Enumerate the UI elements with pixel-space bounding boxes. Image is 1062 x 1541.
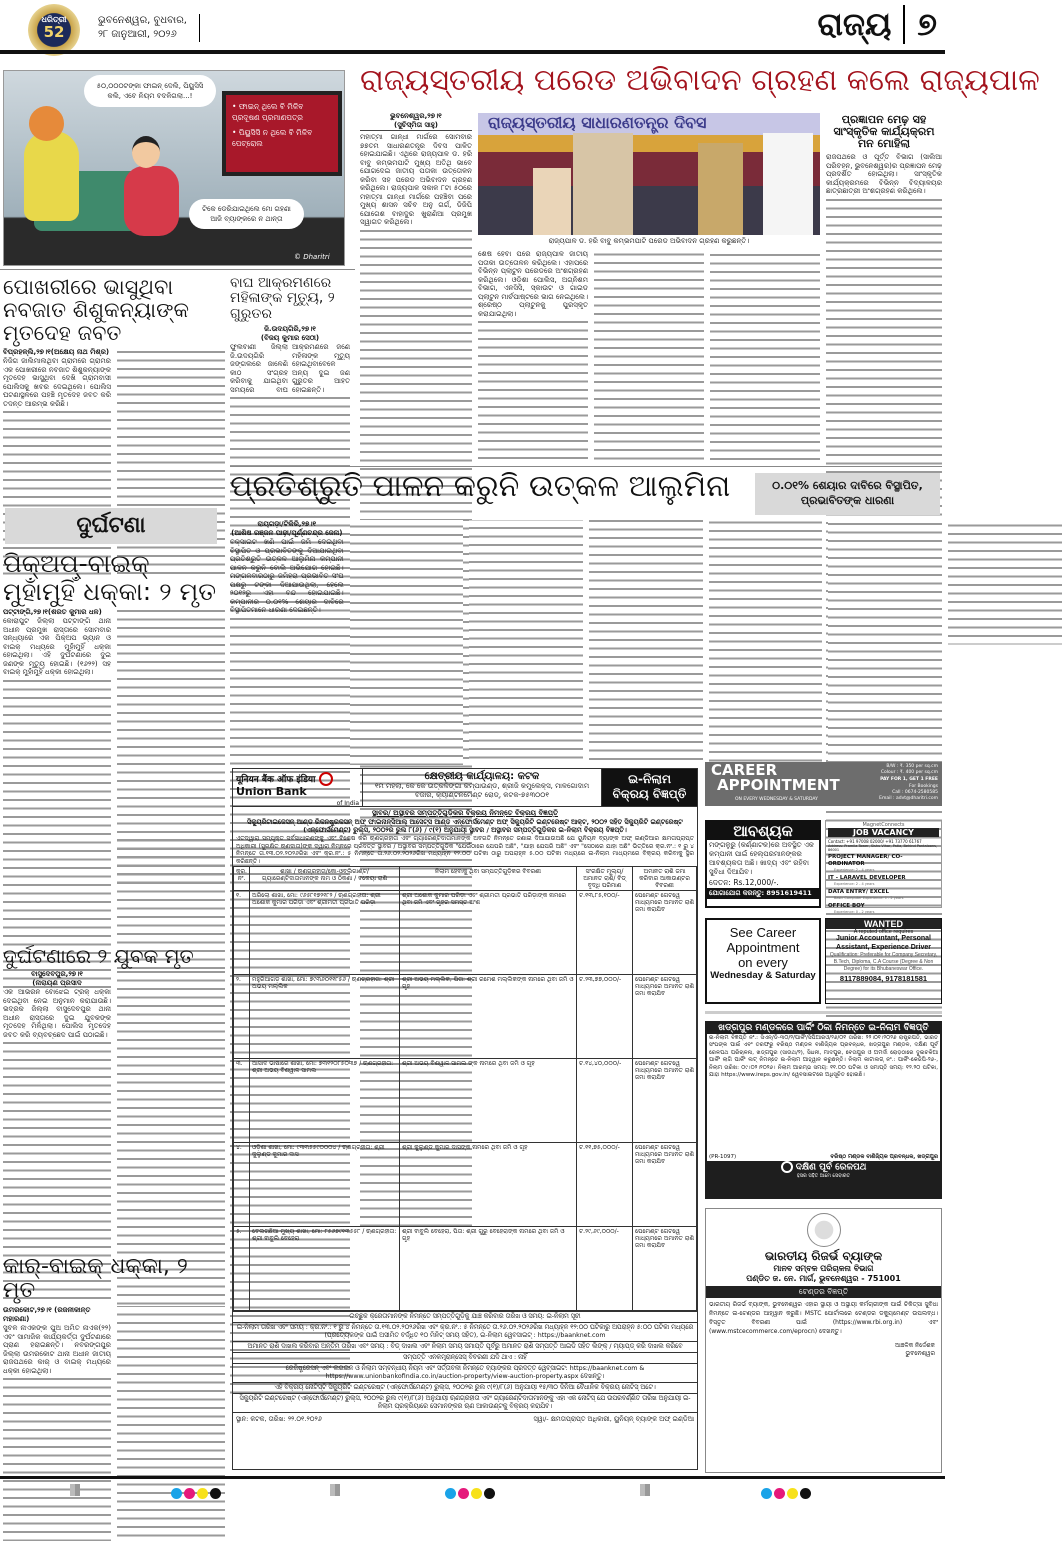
registration-mark: [640, 1484, 650, 1496]
alumina-story: ରାୟଗଡ଼ା/ଟିକିରି,୨୭।୧ (ଆଶିଷ ରଞ୍ଜନ ପାଢ଼ୀ/ପୂର୍ଣ୍ଣଚନ୍ଦ୍ର ଜେନା) ବକ୍ସାଇଟ ଖଣି ପାଇଁ ଜମି ଦେଇଥିବା ବିସ୍ଥାପିତ ଓ ପ୍ରଭାବିତଙ୍କୁ ଦିଆଯାଇଥିବା ପ୍ରତିଶ୍ରୁତି ଉତ୍କଳ ଆଲୁମିନା କମ୍ପାନୀ ପାଳନ କରୁନି ବୋଲି ଅଭିଯୋଗ ହୋଇଛି। ମଙ୍ଗଳବାରଠାରୁ ଜମିହରା ପ୍ରଭାବିତ ସଂଘ ପକ୍ଷରୁ ଟଙ୍କା ଦିଆଯାଉଥିଲା, ହେଲେ ୨୦୧୨ରୁ ଏହା ବନ୍ଦ ହୋଇଯାଇଛି। କମ୍ପାନୀର ୦.୦୧% ଶେୟାର ଦାବିରେ ବିସ୍ଥାପିତମାନେ ଧାରଣା ଦେଇଛନ୍ତି।: [230, 520, 942, 765]
column-rule: [0, 269, 355, 270]
pickup-story-block: [3, 550, 225, 940]
masthead-rule: [0, 50, 945, 54]
job-experience: Basic Computer Experience: 1 - 2 years: [834, 896, 904, 900]
wanted-ad: WANTED A reputed office requires Junior Accountant, Personal Assistant, Experience Driver Qualification: Preferable for Company Secretary, B.Tech, Diploma, C.A Course (Degree & Non Degree) for its Bhubaneswar Office. 8117889084, 9178181581: [825, 918, 942, 1004]
auction-tag: ଇ-ନିଲାମ ବିକ୍ରୟ ବିଜ୍ଞପ୍ତି: [602, 769, 697, 806]
union-bank-auction-ad: यूनियन बैंक ऑफ इंडिया Union Bank of India କ୍ଷେତ୍ରୀୟ କାର୍ଯ୍ୟାଳୟ: କଟକ ୧ମ ମହଲା, କେ କେ ଉତ୍କଳିଙ୍ଗା କମ୍ପାଉଣ୍ଡ, ଶ୍ରୀଜି କମ୍ପ୍ଲେକ୍ସ, ମାଳଗୋଦାମ ବଜାର, କ୍ୟାଣ୍ଟନମେଣ୍ଟ ରୋଡ୍, କଟକ-୭୫୩୦୦୧ ଇ-ନିଲାମ ବିକ୍ରୟ ବିଜ୍ଞପ୍ତି ସ୍ଥାବର/ ଅସ୍ଥାବର ସମ୍ପତ୍ତିଗୁଡ଼ିକର ବିକ୍ରୟ ନିମନ୍ତେ ବିକ୍ରୟ ବିଜ୍ଞପ୍ତି ସିକ୍ୟୁରିଟାଇଜେସନ୍ ଆଣ୍ଡ ରିକନଷ୍ଟ୍ରକସନ୍ ଅଫ୍ ଫାଇନାନ୍ସିଆଲ୍ ଆସେଟ୍ସ ଆଣ୍ଡ ଏନ୍ଫୋର୍ସମେଣ୍ଟ ଅଫ୍ ସିକ୍ୟୁରିଟି ଇଣ୍ଟରେଷ୍ଟ ଆକ୍ଟ, ୨୦୦୨ ସହିତ ସିକ୍ୟୁରିଟି ଇଣ୍ଟରେଷ୍ଟ (ଏନ୍ଫୋର୍ସମେଣ୍ଟ) ରୁଲ୍ସ, ୨୦୦୨ର ରୁଲ ୮(୬) / ୯(୧) ଅନୁଯାୟୀ ସ୍ଥାବର / ଅସ୍ଥାବର ସମ୍ପତ୍ତିଗୁଡ଼ିକର ଇ-ନିଲାମ ବିକ୍ରୟ ବିଜ୍ଞପ୍ତି। ଏତଦ୍ୱାରା ସମ୍ପୃକ୍ତ ସର୍ବସାଧାରଣଙ୍କୁ ଏବଂ ବିଶେଷ କରି ଋଣଗ୍ରହୀତା ଏବଂ ଗ୍ୟାରେଣ୍ଟିଦାତାମାନଙ୍କ ଅବଗତି ନିମନ୍ତେ ଜଣାଇ ଦିଆଯାଉଅଛି ଯେ ୟୁନିୟନ ବ୍ୟାଙ୍କ ଅଫ୍ ଇଣ୍ଡିଆର କ୍ଷମତାପ୍ରାପ୍ତ ଅଧିକାରୀ (ସୁରକ୍ଷିତ ଋଣଦାତା)ଙ୍କ ଦ୍ୱାରା ନିମ୍ନରେ ପ୍ରଦତ୍ତ ସ୍ଥାବର / ଅସ୍ଥାବର ସମ୍ପତ୍ତିଗୁଡ଼ିକ "ଯେଉଁଠାରେ ଯେପରି ଅଛି", "ଯାହା ଯେପରି ଅଛି" ଏବଂ "ସେଠାରେ ଯାହା ଅଛି" ଭିତ୍ତିରେ କ୍ର.ନଂ.: ୧ ରୁ ୪ ନିମନ୍ତେ ତା.୧୩.୦୨.୨୦୨୬ରିଖ ଏବଂ କ୍ର.ନଂ.: ୫ ନିମନ୍ତେ ତା.୨୬.୦୨.୨୦୨୬ରିଖ ମଧ୍ୟାହ୍ନ ୧୨.୦୦ ଘଟିକା ଠାରୁ ଅପରାହ୍ନ ୫.୦୦ ଘଟିକା ମଧ୍ୟରେ ଇ-ନିଲାମ ମାଧ୍ୟମରେ ବିକ୍ରୟ କରିବାକୁ ସ୍ଥିର କରିଛନ୍ତି। କ୍ର. ନଂ. ଶାଖା / ଋଣଗ୍ରହୀତା/କୋ-ଓବ୍ଲିଗାଣ୍ଟ/ ଗ୍ୟାରେଣ୍ଟିଦାତାମାନଙ୍କ ନାମ ଓ ଠିକଣା / ବକେୟା ରାଶି ନିଲାମ ହେବାକୁ ଥିବା ସମ୍ପତ୍ତିଗୁଡ଼ିକର ବିବରଣୀ ସଂରକ୍ଷିତ ମୂଲ୍ୟ/ ଅମାନତ ରାଶି/ ବିଡ୍ ବୃଦ୍ଧି ପରିମାଣ ଅମାନତ ରାଶି ଜମା କରିବାର ଆକାଉଣ୍ଟର ବିବରଣୀ ୧. ଅରିଲୋ ଶାଖା, ମୋ: ୯୬୫୮୧୭୨୧୮୨ / ଋଣଗ୍ରହୀତା: ଶ୍ରୀ ଅଶୋକ କୁମାର ପରିଡ଼ା ଏବଂ ଶ୍ରୀମତୀ ପ୍ରଭାତି ପରିଡ଼ା ଶ୍ରୀ ଅଶୋକ କୁମାର ପରିଡ଼ା ଏବଂ ଶ୍ରୀମତୀ ପ୍ରଭାତି ପରିଡ଼ାଙ୍କ ନାମରେ ଥିବା ଜମି ଏବଂ ଗୃହର ସମସ୍ତ ଅଂଶ ଟ.୧୩,୮୫,୧୦୦/- ପେମେଣ୍ଟ ଗେଟୱେ ମାଧ୍ୟମରେ ଅମାନତ ରାଶି ଜମା କରାଯିବ ୨. ମହୁରିଆଗଡ଼ ଶାଖା, ମୋ: ୭୯୩୬୦୧୧୮୫୬ / ଋଣଗ୍ରହୀତା: ଶ୍ରୀ ଅଭୟ ମଲ୍ଲିକ ଶ୍ରୀ ଅଭୟ ମଲ୍ଲିକ, ପିତା: ଶ୍ରୀ ରମେଶ ମଲ୍ଲିକଙ୍କ ନାମରେ ଥିବା ଜମି ଓ ଗୃହ ଟ.୨୩,୭୭,୦୦୦/- ପେମେଣ୍ଟ ଗେଟୱେ ମାଧ୍ୟମରେ ଅମାନତ ରାଶି ଜମା କରାଯିବ ୩. ଆସାଦ ଭାଷାରେ ଶାଖା, ମୋ: ୭୩୧୨୦୮୫୦୩୭ / ଋଣଗ୍ରହୀତା: ଶ୍ରୀ ଅଭୟ ବିଶୱାଳ ସାମଲ ଶ୍ରୀ ଅଭୟ ବିଶୱାଳ ସାମଲ ଙ୍କ ନାମରେ ଥିବା ଜମି ଓ ଗୃହ ଟ.୧୪,୪୦,୦୦୦/- ପେମେଣ୍ଟ ଗେଟୱେ ମାଧ୍ୟମରେ ଅମାନତ ରାଶି ଜମା କରାଯିବ ୪. ଓଡ଼ିଶା ଶାଖା, ମୋ: ୯୩୩୫୫୯୦୦୦୪ / ଋଣଗ୍ରହୀତା: ଶ୍ରୀ କୁଲୁଣ୍ଡ କୁମାର ଦାସ ଶ୍ରୀ କୁଲୁଣ୍ଡ କୁମାର ଦାସଙ୍କ ନାମରେ ଥିବା ଜମି ଓ ଗୃହ ଟ.୧୧,୭୫,୦୦୦/- ପେମେଣ୍ଟ ଗେଟୱେ ମାଧ୍ୟମରେ ଅମାନତ ରାଶି ଜମା କରାଯିବ ୫. ବେଲଗଛିଆ ମୁଖ୍ୟ ଶାଖା, ମୋ: ୮୫୬୭୯୧୩୫୫୮ / ଋଣଗ୍ରହୀତା: ଶ୍ରୀ ବାବୁଲି ବେହେରା ଶ୍ରୀ ବାବୁଲି ବେହେରା, ପିତା: ଶ୍ରୀ ଗୁରୁ ବେହେରାଙ୍କ ନାମରେ ଥିବା ଜମି ଓ ଗୃହ ଟ.୨୯,୬୯,୦୦୦/- ପେମେଣ୍ଟ ଗେଟୱେ ମାଧ୍ୟମରେ ଅମାନତ ରାଶି ଜମା କରାଯିବ ଇଚ୍ଛୁକ କ୍ରେତାମାନଙ୍କ ନିମନ୍ତେ ସମ୍ପତ୍ତିଗୁଡ଼ିକୁ ଯାଞ୍ଚ କରିବାର ତାରିଖ ଓ ସମୟ: ଇ-ନିଲାମ ସୂଚୀ ଇ-ନିଲାମ ତାରିଖ ଏବଂ ସମୟ : କ୍ର.ନଂ.: ୧ ରୁ ୪ ନିମନ୍ତେ ତା.୧୩.୦୨.୨୦୨୬ରିଖ ଏବଂ କ୍ର.ନଂ.: ୫ ନିମନ୍ତେ ତା.୨୬.୦୨.୨୦୨୬ରିଖ ମଧ୍ୟାହ୍ନ ୧୨:୦୦ ଘଟିକାରୁ ଅପରାହ୍ନ ୫:୦୦ ଘଟିକା ମଧ୍ୟରେ (ପ୍ରତ୍ୟେକଙ୍କ ପାଇଁ ଅସୀମିତ ବର୍ଦ୍ଧିତ ୧୦ ମିନିଟ୍ ସମୟ ସହିତ), ଇ-ନିଲାମ ୱେବସାଇଟ୍ : https://baanknet.com ଅମାନତ ରାଶି ଦାଖଲ କରିବାର ଅନ୍ତିମ ତାରିଖ ଏବଂ ସମୟ : ବିଡ୍ ଦାଖଲ ଏବଂ ନିଲାମ ସମୟ ସମାପ୍ତି ପୂର୍ବରୁ ଅମାନତ ରାଶି ସମ୍ପତ୍ତି ଆଇଡି ସହିତ ଲିଙ୍କ୍ / ମ୍ୟାପ୍ଡ୍ କରି ଦାଖଲ କରିବେ ସମ୍ପତ୍ତି ଏନକମ୍ବ୍ରାନ୍ସେସ୍ ବିବରଣୀ ଯଦି ଥାଏ : ନାହିଁ ରେଜିଷ୍ଟ୍ରେସନ୍ ଏବଂ ଲଗଇନ ଓ ନିଲାମ ସମ୍ବନ୍ଧୀୟ ନିୟମ ଏବଂ ସର୍ତ୍ତାବଳୀ ନିମନ୍ତେ ବ୍ୟାଙ୍କର ପ୍ରଦତ୍ତ ୱେବ୍ସାଇଟ: https://baanknet.com & https://www.unionbankofindia.co.in/auction-property/view-auction-property.aspx ଦେଖନ୍ତୁ। ଏହି ବିକ୍ରୟ ନୋଟିସ୍ଟି ସିକ୍ୟୁରିଟି ଇଣ୍ଟରେଷ୍ଟ (ଏନ୍ଫୋର୍ସମେଣ୍ଟ) ରୁଲ୍ସ, ୨୦୦୨ର ରୁଲ ୯(୧)/୮(୬) ଅନୁଯାୟୀ ୧୫/୩୦ ଦିନିଆ ବୈଧାନିକ ବିକ୍ରୟ ନୋଟିସ୍ ଅଟେ। ସିକ୍ୟୁରିଟି ଇଣ୍ଟରେଷ୍ଟ (ଏନ୍ଫୋର୍ସମେଣ୍ଟ) ରୁଲ୍ସ, ୨୦୦୨ର ରୁଲ ୯(୧)/୮(୬) ଅନୁଯାୟୀ ଋଣଗ୍ରହୀତା ଏବଂ ଗ୍ୟାରେଣ୍ଟିଦାତାମାନଙ୍କୁ ଏହା ଏକ ନୋଟିସ୍ ଯେ ଉପରବର୍ଣ୍ଣିତ ତାରିଖ ଅନୁଯାୟୀ ଇ-ନିଲାମ ପ୍ରକ୍ରିୟାରେ ସେମାନଙ୍କର ଋଣ ଆକାଉଣ୍ଟକୁ ବିକ୍ରୟ କରାଯିବ। ସ୍ଥାନ: କଟକ, ତାରିଖ: ୨୨.୦୧.୨୦୨୬ ସ୍ୱା/- କ୍ଷମତାପ୍ରାପ୍ତ ଅଧିକାରୀ, ୟୁନିୟନ୍ ବ୍ୟାଙ୍କ ଅଫ୍ ଇଣ୍ଡିଆ: [232, 768, 698, 1470]
job-position: OFFICE BOY: [828, 903, 865, 909]
naval-officer-figure: [763, 133, 813, 235]
job-experience: Experience: 2 - 4 years: [834, 882, 875, 886]
auction-cell-no: ୫.: [234, 1227, 250, 1311]
job-position: DATA ENTRY/ EXCEL: [828, 889, 889, 895]
auction-cell-no: ୪.: [234, 1143, 250, 1227]
auction-row: [234, 891, 697, 975]
photo-caption: ରାଜ୍ୟପାଳ ଡ. ହରି ବାବୁ କମ୍ଭମପାଟି ପରେଡ ଅଭିବାଦନ ଗ୍ରହଣ କରୁଛନ୍ତି।: [548, 237, 750, 245]
auction-cell-reserve: ଟ.୨୩,୭୭,୦୦୦/-: [577, 975, 633, 1059]
woman-head: [132, 136, 160, 168]
auction-row: [234, 1227, 697, 1311]
section-name: ରାଜ୍ୟ: [817, 5, 905, 44]
sidebar-story-body: ରାଜପଥରେ ଓ ପୂର୍ତ୍ତ ବିଭାଗ (ସାଲିଆ ପରିବହନ, ଭୁବନେଶ୍ୱର)ର ପ୍ରଜ୍ଞାପନ ମେଢ଼ ପ୍ରଦର୍ଶିତ ହୋଇଥିଲା। ସାଂସ୍କୃତିକ କାର୍ଯ୍ୟକ୍ରମରେ ବିଭିନ୍ନ ବିଦ୍ୟାଳୟର ଛାତ୍ରଛାତ୍ରୀ ଅଂଶଗ୍ରହଣ କରିଥିଲେ।: [826, 153, 942, 462]
tiger-headline: ବାଘ ଆକ୍ରମଣରେ ମହିଳାଙ୍କ ମୃତ୍ୟୁ, ୨ ଗୁରୁତର: [230, 275, 335, 322]
pond-story: ବିପ୍ରହଳ୍ଲି,୨୭।୧(ଅକ୍ଷେୟ ନାଥ ମିଶ୍ର) ନିଜିଗ ଜାଲିମାଲଥିବା ଗ୍ରାମରେ ଗ୍ରାମର ଏକ ପୋଖରୀରେ ନବଜାତ ଶିଶୁକନ୍ୟାଙ୍କ ମୃତଦେହ ଭାସୁଥିବା ଦେଖି ଗ୍ରାମବାସୀ ପୋଲିସକୁ ଖବର ଦେଇଥିଲେ। ପୋଲିସ ଘଟଣାସ୍ଥଳରେ ପହଞ୍ଚି ମୃତଦେହ ଜବତ କରି ତଦନ୍ତ ଆରମ୍ଭ କରିଛି।: [3, 348, 225, 500]
cmyk-dots: [170, 1484, 222, 1503]
sidebar-story: [826, 114, 942, 462]
tiger-story: ଜି.ଉଦୟଗିରି,୨୭।୧ (ବିଜୟ କୁମାର ସେଠୀ) ଫୁଲବାଣୀ ଜିଲ୍ଲା ଜି.ଉଦୟଗିରି ଜଙ୍ଗଲରେ ଜାଳେଣି କାଠ ସଂଗ୍ରହ କରିବାକୁ ଯାଇଥିବା ସମୟରେ ବାଘ ଆକ୍ରମଣରେ ଜଣେ ମହିଳାଙ୍କ ମୃତ୍ୟୁ ହୋଇଥିବାବେଳେ ଅନ୍ୟ ଦୁଇ ଜଣ ଗୁରୁତର ଆହତ ହୋଇଛନ୍ତି।: [230, 325, 350, 500]
tv-screen: • ଫାଇନ୍ ଥିଲେ ବି ମିଳିବ ପ୍ରଦୂଷଣ ପ୍ରମାଣପତ୍ର • ପିୟୁସିସି ନ ଥିଲେ ବି ମିଳିବ ପେଟ୍ରୋଲ: [222, 91, 342, 176]
auction-cell-property: ଶ୍ରୀ କୁଲୁଣ୍ଡ କୁମାର ଦାସଙ୍କ ନାମରେ ଥିବା ଜମି ଓ ଗୃହ: [400, 1143, 577, 1227]
auction-cell-emd: ପେମେଣ୍ଟ ଗେଟୱେ ମାଧ୍ୟମରେ ଅମାନତ ରାଶି ଜମା କରାଯିବ: [633, 1059, 697, 1143]
auction-footer-line: ଇଚ୍ଛୁକ କ୍ରେତାମାନଙ୍କ ନିମନ୍ତେ ସମ୍ପତ୍ତିଗୁଡ଼ିକୁ ଯାଞ୍ଚ କରିବାର ତାରିଖ ଓ ସମୟ: ଇ-ନିଲାମ ସୂଚୀ: [233, 1311, 697, 1322]
lead-story-intro: ଭୁବନେଶ୍ୱର,୨୭।୧ (ସୁଚିସ୍ମିତା ସାହୁ) ମହାତ୍ମା ଗାନ୍ଧୀ ମାର୍ଗରେ ସୋମବାର ୭୭ତମ ସାଧାରଣତନ୍ତ୍ର ଦିବସ ପାଳିତ ହୋଇଯାଇଛି। ଏଥିରେ ରାଜ୍ୟପାଳ ଡ. ହରି ବାବୁ କମ୍ଭମପାଟି ମୁଖ୍ୟ ଅତିଥି ଭାବେ ଯୋଗଦେଇ ଜାତୀୟ ପତାକା ଉତ୍ତୋଳନ କରିବା ସହ ପରେଡ ଅଭିବାଦନ ଗ୍ରହଣ କରିଥିଲେ। ରାଜ୍ୟପାଳ ସକାଳ ୮ଟା ୫୦ରେ ମହାତ୍ମା ଗାନ୍ଧୀ ମାର୍ଗରେ ପହଞ୍ଚିବା ପରେ ମୁଖ୍ୟ ଶାସନ ସଚିବ ଅନୁ ଗର୍ଗ, ଡିଜିପି ଯୋଗେଶ ବାହାଦୁର ଖୁରାଣିଆ ପ୍ରମୁଖ ସ୍ୱାଗତ କରିଥିଲେ।: [360, 112, 472, 252]
auction-cell-no: ୨.: [234, 975, 250, 1059]
print-registration-marks: [0, 1484, 945, 1496]
editorial-cartoon: [3, 70, 345, 266]
job-experience: Experience: 0 - 2 years: [834, 910, 875, 914]
auction-footer-line: ଅମାନତ ରାଶି ଦାଖଲ କରିବାର ଅନ୍ତିମ ତାରିଖ ଏବଂ ସମୟ : ବିଡ୍ ଦାଖଲ ଏବଂ ନିଲାମ ସମୟ ସମାପ୍ତି ପୂର୍ବରୁ ଅମାନତ ରାଶି ସମ୍ପତ୍ତି ଆଇଡି ସହିତ ଲିଙ୍କ୍ / ମ୍ୟାପ୍ଡ୍ କରି ଦାଖଲ କରିବେ: [233, 1341, 697, 1352]
lead-headline: ରାଜ୍ୟସ୍ତରୀୟ ପରେଡ ଅଭିବାଦନ ଗ୍ରହଣ କଲେ ରାଜ୍ୟପାଳ: [360, 63, 1040, 98]
man-head: [29, 106, 64, 141]
auction-cell-reserve: ଟ.୧୩,୮୫,୧୦୦/-: [577, 891, 633, 975]
auction-cell-no: ୩.: [234, 1059, 250, 1143]
railway-auction-ad: ଖଡ୍ଗପୁର ମଣ୍ଡଳରେ ପାର୍କିଂ ଠିକା ନିମନ୍ତେ ଇ-ନିଲାମ ବିଜ୍ଞପ୍ତି ଇ-ନିଲାମ ବିଜ୍ଞପ୍ତି ନଂ.: ସିଏନ୍/ଡି-୩୦/୨/ପାର୍କିଂ/ସିପିଆରଓ/୨୬/୦୧ ତାରିଖ: ୨୨।୦୧।୨୦୨୬ ରାଷ୍ଟ୍ରପତି, ଭାରତ ସଂଘଙ୍କ ପାଇଁ ଏବଂ ତରଫରୁ ବରିଷ୍ଠ ମଣ୍ଡଳ ବାଣିଜ୍ୟିକ ପ୍ରବନ୍ଧକ, ଖଡ୍ଗପୁର ମଣ୍ଡଳ, ଦକ୍ଷିଣ ପୂର୍ବ ରେଳପଥ ପରିଚାଳନା, ଖଡ୍ଗପୁର (ସାଉଥ/୨), ସିଧନୀ, ମାଦପୁର, ବେତାପୁର ଓ ଅମର୍ଦା ରୋଡ଼ଠାରେ ଦୁଇଚକିଆ ପାର୍କିଂ ଲାଗି ପାର୍କିଂ ଲଟ୍ ନିମନ୍ତେ ଇ-ନିଲାମ ଆହ୍ୱାନ କରୁଛନ୍ତି। ନିଲାମ କାଟାଲଗ୍ ନଂ.: ପାର୍କିଂ-କେଜିପି-୨୬-, ନିଲାମ ତାରିଖ: ୦୯।୦୨।୨୦୨୬। ନିଲାମ ଆରମ୍ଭ ସମୟ: ୧୧.୦୦ ଘଟିକା ଓ ସମାପ୍ତି ସମୟ: ୧୨.୨୦ ଘଟିକା, ଯାହା https://www.ireps.gov.in/ ୱେବସାଇଟରେ ଅଧିସୂଚିତ ହୋଇଛି। (PR-1097) ବରିଷ୍ଠ ମଣ୍ଡଳ ବାଣିଜ୍ୟିକ ପ୍ରବନ୍ଧକ, ଖଡ୍ଗପୁର ଦକ୍ଷିଣ ପୂର୍ବ ରେଳପଥ ହସର ସହିତ ଆମେ ସେବାରତ: [705, 1021, 942, 1199]
auction-cell-branch: ମହୁରିଆଗଡ଼ ଶାଖା, ମୋ: ୭୯୩୬୦୧୧୮୫୬ / ଋଣଗ୍ରହୀତା: ଶ୍ରୀ ଅଭୟ ମଲ୍ଲିକ: [250, 975, 400, 1059]
page-number: ୭: [917, 5, 937, 43]
railway-emblem-icon: [781, 1161, 793, 1173]
auction-cell-branch: ବେଲଗଛିଆ ମୁଖ୍ୟ ଶାଖା, ମୋ: ୮୫୬୭୯୧୩୫୫୮ / ଋଣଗ୍ରହୀତା: ଶ୍ରୀ ବାବୁଲି ବେହେରା: [250, 1227, 400, 1311]
auction-cell-reserve: ଟ.୨୯,୬୯,୦୦୦/-: [577, 1227, 633, 1311]
police-officer-figure: [698, 143, 743, 235]
registration-mark: [70, 1484, 80, 1496]
carbike-headline: କାର୍-ବାଇକ୍ ଧକ୍କା, ୨ ମୃତ: [3, 1254, 188, 1304]
divider: [705, 1011, 942, 1014]
auction-row: [234, 1143, 697, 1227]
pond-headline: ପୋଖରୀରେ ଭାସୁଥିବା ନବଜାତ ଶିଶୁକନ୍ୟାଙ୍କ ମୃତଦେହ ଜବତ: [3, 275, 189, 346]
auction-row: [234, 1059, 697, 1143]
alumina-subhead-box: ୦.୦୧% ଶେୟାର ଦାବିରେ ବିସ୍ଥାପିତ, ପ୍ରଭାବିତଙ୍କ ଧାରଣା: [755, 473, 940, 515]
anniversary-logo: ଧରିତ୍ରୀ 52: [28, 4, 80, 56]
cmyk-dots: [444, 1484, 496, 1503]
auction-cell-reserve: ଟ.୧୪,୪୦,୦୦୦/-: [577, 1059, 633, 1143]
rbi-tender-ad: ଭାରତୀୟ ରିଜର୍ଭ ବ୍ୟାଙ୍କ ମାନବ ସମ୍ବଳ ପରିଚାଳନା ବିଭାଗ ପଣ୍ଡିତ ଜ. ନେ. ମାର୍ଗ, ଭୁବନେଶ୍ୱର - 751001 ଟେଣ୍ଡର ବିଜ୍ଞପ୍ତି ଭାରତୀୟ ରିଜର୍ଭ ବ୍ୟାଙ୍କ, ଭୁବନେଶ୍ୱର ଏହାର ସ୍ଥାୟୀ ଓ ଅସ୍ଥାୟୀ କର୍ମଚାରୀଙ୍କ ପାଇଁ ଚିକିତ୍ସା ସୁବିଧା ନିମନ୍ତେ ଇ-ଟେଣ୍ଡର ଆହ୍ୱାନ କରୁଛି। MSTC ପୋର୍ଟାଲରେ ଟେଣ୍ଡର ଡକ୍ୟୁମେଣ୍ଟ ଉପଲବ୍ଧ। ବିସ୍ତୃତ ବିବରଣୀ ପାଇଁ (https://www.rbi.org.in) ଏବଂ (www.mstcecommerce.com/eprocn) ଦେଖନ୍ତୁ। ଆଞ୍ଚଳିକ ନିର୍ଦ୍ଦେଶକ ଭୁବନେଶ୍ୱର: [705, 1208, 942, 1473]
auction-cell-emd: ପେମେଣ୍ଟ ଗେଟୱେ ମାଧ୍ୟମରେ ଅମାନତ ରାଶି ଜମା କରାଯିବ: [633, 891, 697, 975]
section-label-accident: ଦୁର୍ଘଟଣା: [5, 508, 217, 544]
pickup-story: ପଟ୍ଟାଙ୍ଗି,୨୭।୧(ଶରତ କୁମାର ଧଳ) କୋରାପୁଟ ଜିଲ୍ଲା ପଟ୍ଟାଙ୍ଗି ଥାନା ଅଧୀନ ପ୍ରମୁଖ ରାସ୍ତାରେ ସୋମବାର ସନ୍ଧ୍ୟାରେ ଏକ ପିକ୍ଅପ ଭ୍ୟାନ ଓ ବାଇକ୍ ମଧ୍ୟରେ ମୁହାଁମୁହିଁ ଧକ୍କା ହୋଇଥିଲା। ଏହି ଦୁର୍ଘଟଣାରେ ଦୁଇ ଜଣଙ୍କ ମୃତ୍ୟୁ ହୋଇଛି। (୧୬୨୨) ସହ ବାଇକ୍ ମୁହାଁମୁହିଁ ଧକ୍କା ହୋଇଥିଲା।: [3, 608, 225, 940]
auction-cell-emd: ପେମେଣ୍ଟ ଗେଟୱେ ମାଧ୍ୟମରେ ଅମାନତ ରାଶି ଜମା କରାଯିବ: [633, 1227, 697, 1311]
column-rule: [230, 466, 942, 467]
auction-cell-emd: ପେମେଣ୍ଟ ଗେଟୱେ ମାଧ୍ୟମରେ ଅମାନତ ରାଶି ଜମା କରାଯିବ: [633, 1143, 697, 1227]
man-figure: [24, 131, 79, 221]
place-date: ସ୍ଥାନ: କଟକ, ତାରିଖ: ୨୨.୦୧.୨୦୨୬: [236, 1415, 322, 1423]
auction-footer-line: ସିକ୍ୟୁରିଟି ଇଣ୍ଟରେଷ୍ଟ (ଏନ୍ଫୋର୍ସମେଣ୍ଟ) ରୁଲ୍ସ, ୨୦୦୨ର ରୁଲ ୯(୧)/୮(୬) ଅନୁଯାୟୀ ଋଣଗ୍ରହୀତା ଏବଂ ଗ୍ୟାରେଣ୍ଟିଦାତାମାନଙ୍କୁ ଏହା ଏକ ନୋଟିସ୍ ଯେ ଉପରବର୍ଣ୍ଣିତ ତାରିଖ ଅନୁଯାୟୀ ଇ-ନିଲାମ ପ୍ରକ୍ରିୟାରେ ସେମାନଙ୍କର ଋଣ ଆକାଉଣ୍ଟକୁ ବିକ୍ରୟ କରାଯିବ।: [233, 1393, 697, 1412]
auction-cell-branch: ଆସାଦ ଭାଷାରେ ଶାଖା, ମୋ: ୭୩୧୨୦୮୫୦୩୭ / ଋଣଗ୍ରହୀତା: ଶ୍ରୀ ଅଭୟ ବିଶୱାଳ ସାମଲ: [250, 1059, 400, 1143]
rbi-seal-icon: [807, 1213, 841, 1247]
union-bank-emblem-icon: [319, 772, 333, 786]
auction-cell-no: ୧.: [234, 891, 250, 975]
auction-cell-property: ଶ୍ରୀ ଅଶୋକ କୁମାର ପରିଡ଼ା ଏବଂ ଶ୍ରୀମତୀ ପ୍ରଭାତି ପରିଡ଼ାଙ୍କ ନାମରେ ଥିବା ଜମି ଏବଂ ଗୃହର ସମସ୍ତ ଅଂଶ: [400, 891, 577, 975]
dateline: ଭୁବନେଶ୍ୱର, ବୁଧବାର, ୨୮ ଜାନୁଆରୀ, ୨୦୨୬: [98, 14, 200, 42]
governor-figure: [573, 133, 633, 235]
sidebar-headline: ପ୍ରଜ୍ଞାପନ ମେଢ଼ ସହ ସାଂସ୍କୃତିକ କାର୍ଯ୍ୟକ୍ରମ ମନ ମୋହିଲା: [833, 113, 935, 151]
masthead: [0, 0, 945, 55]
job-position: IT - LARAVEL DEVELOPER: [828, 875, 906, 881]
auction-cell-property: ଶ୍ରୀ ଅଭୟ ବିଶୱାଳ ସାମଲ ଙ୍କ ନାମରେ ଥିବା ଜମି ଓ ଗୃହ: [400, 1059, 577, 1143]
registration-mark: [330, 1484, 340, 1496]
youths-story-block: [3, 945, 225, 1250]
auction-cell-property: ଶ୍ରୀ ଅଭୟ ମଲ୍ଲିକ, ପିତା: ଶ୍ରୀ ରମେଶ ମଲ୍ଲିକଙ୍କ ନାମରେ ଥିବା ଜମି ଓ ଗୃହ: [400, 975, 577, 1059]
cmyk-dots: [760, 1484, 812, 1503]
career-appointment-banner: CAREER APPOINTMENT ON EVERY WEDNESDAY & SATURDAY B/W : ₹. 350 per sq.cm Colour : ₹. 400 per sq.cm PAY FOR 1, GET 1 FREE For Bookings Call : 0674-2580585 Email : advt@dharitri.com: [705, 762, 942, 806]
woman-figure: [124, 166, 179, 236]
speech-bubble-man: ୫୦,୦୦୦ଟଙ୍କା ଫାଇନ୍ ଦେଲି, ପିୟୁସିସି କଲି, ଏବେ ନିୟମ ବଦଳିଗଲା...!: [84, 75, 216, 107]
pickup-headline: ପିକ୍ଅପ୍-ବାଇକ୍ ମୁହାଁମୁହିଁ ଧକ୍କା: ୨ ମୃତ: [3, 549, 217, 606]
auction-cell-branch: ଓଡ଼ିଶା ଶାଖା, ମୋ: ୯୩୩୫୫୯୦୦୦୪ / ଋଣଗ୍ରହୀତା: ଶ୍ରୀ କୁଲୁଣ୍ଡ କୁମାର ଦାସ: [250, 1143, 400, 1227]
job-vacancy-ad: MagnetConnects JOB VACANCY Contact: +91 97008 02000/ +91 73770 61767 Address: Pramila Tower, Sishu Vihar, Patia, Behind Pantaloons, 86001 PROJECT MANAGER/ CO-ORDINATOR Experience: 2 - 4 years IT - LARAVEL DEVELOPER Experience: 2 - 4 years DATA ENTRY/ EXCEL Basic Computer Experience: 1 - 2 years OFFICE BOY Experience: 0 - 2 years: [825, 820, 942, 908]
auction-property-table: କ୍ର. ନଂ. ଶାଖା / ଋଣଗ୍ରହୀତା/କୋ-ଓବ୍ଲିଗାଣ୍ଟ/ ଗ୍ୟାରେଣ୍ଟିଦାତାମାନଙ୍କ ନାମ ଓ ଠିକଣା / ବକେୟା ରାଶି ନିଲାମ ହେବାକୁ ଥିବା ସମ୍ପତ୍ତିଗୁଡ଼ିକର ବିବରଣୀ ସଂରକ୍ଷିତ ମୂଲ୍ୟ/ ଅମାନତ ରାଶି/ ବିଡ୍ ବୃଦ୍ଧି ପରିମାଣ ଅମାନତ ରାଶି ଜମା କରିବାର ଆକାଉଣ୍ଟର ବିବରଣୀ ୧. ଅରିଲୋ ଶାଖା, ମୋ: ୯୬୫୮୧୭୨୧୮୨ / ଋଣଗ୍ରହୀତା: ଶ୍ରୀ ଅଶୋକ କୁମାର ପରିଡ଼ା ଏବଂ ଶ୍ରୀମତୀ ପ୍ରଭାତି ପରିଡ଼ା ଶ୍ରୀ ଅଶୋକ କୁମାର ପରିଡ଼ା ଏବଂ ଶ୍ରୀମତୀ ପ୍ରଭାତି ପରିଡ଼ାଙ୍କ ନାମରେ ଥିବା ଜମି ଏବଂ ଗୃହର ସମସ୍ତ ଅଂଶ ଟ.୧୩,୮୫,୧୦୦/- ପେମେଣ୍ଟ ଗେଟୱେ ମାଧ୍ୟମରେ ଅମାନତ ରାଶି ଜମା କରାଯିବ ୨. ମହୁରିଆଗଡ଼ ଶାଖା, ମୋ: ୭୯୩୬୦୧୧୮୫୬ / ଋଣଗ୍ରହୀତା: ଶ୍ରୀ ଅଭୟ ମଲ୍ଲିକ ଶ୍ରୀ ଅଭୟ ମଲ୍ଲିକ, ପିତା: ଶ୍ରୀ ରମେଶ ମଲ୍ଲିକଙ୍କ ନାମରେ ଥିବା ଜମି ଓ ଗୃହ ଟ.୨୩,୭୭,୦୦୦/- ପେମେଣ୍ଟ ଗେଟୱେ ମାଧ୍ୟମରେ ଅମାନତ ରାଶି ଜମା କରାଯିବ ୩. ଆସାଦ ଭାଷାରେ ଶାଖା, ମୋ: ୭୩୧୨୦୮୫୦୩୭ / ଋଣଗ୍ରହୀତା: ଶ୍ରୀ ଅଭୟ ବିଶୱାଳ ସାମଲ ଶ୍ରୀ ଅଭୟ ବିଶୱାଳ ସାମଲ ଙ୍କ ନାମରେ ଥିବା ଜମି ଓ ଗୃହ ଟ.୧୪,୪୦,୦୦୦/- ପେମେଣ୍ଟ ଗେଟୱେ ମାଧ୍ୟମରେ ଅମାନତ ରାଶି ଜମା କରାଯିବ ୪. ଓଡ଼ିଶା ଶାଖା, ମୋ: ୯୩୩୫୫୯୦୦୦୪ / ଋଣଗ୍ରହୀତା: ଶ୍ରୀ କୁଲୁଣ୍ଡ କୁମାର ଦାସ ଶ୍ରୀ କୁଲୁଣ୍ଡ କୁମାର ଦାସଙ୍କ ନାମରେ ଥିବା ଜମି ଓ ଗୃହ ଟ.୧୧,୭୫,୦୦୦/- ପେମେଣ୍ଟ ଗେଟୱେ ମାଧ୍ୟମରେ ଅମାନତ ରାଶି ଜମା କରାଯିବ ୫. ବେଲଗଛିଆ ମୁଖ୍ୟ ଶାଖା, ମୋ: ୮୫୬୭୯୧୩୫୫୮ / ଋଣଗ୍ରହୀତା: ଶ୍ରୀ ବାବୁଲି ବେହେରା ଶ୍ରୀ ବାବୁଲି ବେହେରା, ପିତା: ଶ୍ରୀ ଗୁରୁ ବେହେରାଙ୍କ ନାମରେ ଥିବା ଜମି ଓ ଗୃହ ଟ.୨୯,୬୯,୦୦୦/- ପେମେଣ୍ଟ ଗେଟୱେ ମାଧ୍ୟମରେ ଅମାନତ ରାଶି ଜମା କରାଯିବ: [233, 866, 697, 1311]
required-ad: ଆବଶ୍ୟକ ମଙ୍ଗଳୁରୁ (କର୍ଣ୍ଣାଟକ)ରେ ଅବସ୍ଥିତ ଏକ କମ୍ପାନୀ ପାଇଁ ହେଲ୍ପରମାନଙ୍କର ଆବଶ୍ୟକତା ଅଛି। ଖାଦ୍ୟ ଏବଂ ରହିବା ସୁବିଧା ଦିଆଯିବ। ଦେତନ: Rs.12,000/-. ଯୋଗାଯୋଗ କରନ୍ତୁ: 8951619411: [705, 820, 821, 908]
auction-cell-reserve: ଟ.୧୧,୭୫,୦୦୦/-: [577, 1143, 633, 1227]
auction-footer-line[interactable]: ରେଜିଷ୍ଟ୍ରେସନ୍ ଏବଂ ଲଗଇନ ଓ ନିଲାମ ସମ୍ବନ୍ଧୀୟ ନିୟମ ଏବଂ ସର୍ତ୍ତାବଳୀ ନିମନ୍ତେ ବ୍ୟାଙ୍କର ପ୍ରଦତ୍ତ ୱେବ୍ସାଇଟ: https://baanknet.com & https://www.unionbankofindia.co.in/auction-property/view-auction-property.aspx ଦେଖନ୍ତୁ।: [233, 1363, 697, 1382]
speech-bubble-woman: ଟିକେ ଡେରିଯାଇଥିଲେ ମୋ ଗହଣା ଆଜି ବ୍ୟାଙ୍କରେ ନ ଥାନ୍ତା: [189, 199, 304, 229]
union-bank-logo: यूनियन बैंक ऑफ इंडिया Union Bank of India: [233, 769, 363, 806]
auction-footer-line: ସମ୍ପତ୍ତି ଏନକମ୍ବ୍ରାନ୍ସେସ୍ ବିବରଣୀ ଯଦି ଥାଏ : ନାହିଁ: [233, 1352, 697, 1363]
auction-row: [234, 975, 697, 1059]
job-experience: Experience: 2 - 4 years: [834, 868, 875, 872]
auction-footer-line: ଏହି ବିକ୍ରୟ ନୋଟିସ୍ଟି ସିକ୍ୟୁରିଟି ଇଣ୍ଟରେଷ୍ଟ (ଏନ୍ଫୋର୍ସମେଣ୍ଟ) ରୁଲ୍ସ, ୨୦୦୨ର ରୁଲ ୯(୧)/୮(୬) ଅନୁଯାୟୀ ୧୫/୩୦ ଦିନିଆ ବୈଧାନିକ ବିକ୍ରୟ ନୋଟିସ୍ ଅଟେ।: [233, 1382, 697, 1393]
parade-photo: ରାଜ୍ୟସ୍ତରୀୟ ସାଧାରଣତନ୍ତ୍ର ଦିବସ: [478, 113, 820, 235]
auction-cell-branch: ଅରିଲୋ ଶାଖା, ମୋ: ୯୬୫୮୧୭୨୧୮୨ / ଋଣଗ୍ରହୀତା: ଶ୍ରୀ ଅଶୋକ କୁମାର ପରିଡ଼ା ଏବଂ ଶ୍ରୀମତୀ ପ୍ରଭାତି ପରିଡ଼ା: [250, 891, 400, 975]
youths-story: ବାସୁଦେବପୁର,୨୭।୧ (ନାରାୟଣ ପ୍ରସାଦ ଏକ ଆଭରନ ବୋଝେଇ ଟ୍ରକ୍ ଧକ୍କା ଦେଇଥିବା ନେଇ ଅନୁମାନ କରାଯାଉଛି। ଭଦ୍ରକ ଜିଲ୍ଲା ବାସୁଦେବପୁର ଥାନା ଅଧୀନ ରାସ୍ତାରେ ଦୁଇ ଯୁବକଙ୍କ ମୃତଦେହ ମିଳିଥିଲା। ପୋଲିସ ମୃତଦେହ ଜବତ କରି ବ୍ୟବଚ୍ଛେଦ ପାଇଁ ପଠାଇଛି।: [3, 970, 225, 1250]
lead-story-body: ଶେଷ ହେବା ପରେ ରାଜ୍ୟପାଳ ଜାତୀୟ ପତାକା ଉତ୍ତୋଳନ କରିଥିଲେ। ଏହାପରେ ବିଭିନ୍ନ ପ୍ଲାଟୁନ ପରେଡରେ ଅଂଶଗ୍ରହଣ କରିଥିଲେ। ଓଡ଼ିଶା ପୋଲିସ, ଅଗ୍ନିଶମ ବିଭାଗ, ଏନସିସି, ସ୍କାଉଟ ଓ ଗାଇଡ ପ୍ଲାଟୁନ ମାର୍ଚପାଷ୍ଟରେ ଭାଗ ନେଇଥିଲେ। ଶ୍ରେଷ୍ଠ ପ୍ଲାଟୁନକୁ ପୁରସ୍କୃତ କରାଯାଇଥିଲା।: [478, 250, 820, 462]
auction-cell-property: ଶ୍ରୀ ବାବୁଲି ବେହେରା, ପିତା: ଶ୍ରୀ ଗୁରୁ ବେହେରାଙ୍କ ନାମରେ ଥିବା ଜମି ଓ ଗୃହ: [400, 1227, 577, 1311]
page-bottom-rule: [0, 1476, 945, 1479]
auction-cell-emd: ପେମେଣ୍ଟ ଗେଟୱେ ମାଧ୍ୟମରେ ଅମାନତ ରାଶି ଜମା କରାଯିବ: [633, 975, 697, 1059]
job-position: PROJECT MANAGER/ CO-ORDINATOR: [828, 854, 903, 867]
youths-headline: ଦୁର୍ଘଟଣାରେ ୨ ଯୁବକ ମୃତ: [3, 944, 194, 968]
carbike-story: ଉମରକୋଟ,୨୭।୧ (ରଜନୀକାନ୍ତ ମହାରଣା) ସୁବଳ ନାଏକଙ୍କ ପୁଅ ଅମିତ ନାଏକ(୨୨) ଏବଂ ସାମାଜିକ କାର୍ଯ୍ୟକର୍ତ୍ତା ଦୁର୍ଘଟଣାରେ ପ୍ରାଣ ହରାଇଛନ୍ତି। ନବରଙ୍ଗପୁର ଜିଲ୍ଲା ଉମରକୋଟ ଥାନା ଅଧୀନ ଜାତୀୟ ରାଜପଥରେ କାର୍ ଓ ବାଇକ୍ ମଧ୍ୟରେ ଧକ୍କା ହୋଇଥିଲା।: [3, 1306, 225, 1472]
signatory: ସ୍ୱା/- କ୍ଷମତାପ୍ରାପ୍ତ ଅଧିକାରୀ, ୟୁନିୟନ୍ ବ୍ୟାଙ୍କ ଅଫ୍ ଇଣ୍ଡିଆ: [533, 1415, 694, 1423]
woman-figure: [533, 168, 571, 235]
see-career-ad: See Career Appointment on every Wednesday & Saturday: [705, 918, 821, 1004]
alumina-headline: ପ୍ରତିଶ୍ରୁତି ପାଳନ କରୁନି ଉତ୍କଳ ଆଲୁମିନା: [230, 469, 731, 504]
pond-story-block: [3, 276, 225, 500]
auction-footer-line[interactable]: ଇ-ନିଲାମ ତାରିଖ ଏବଂ ସମୟ : କ୍ର.ନଂ.: ୧ ରୁ ୪ ନିମନ୍ତେ ତା.୧୩.୦୨.୨୦୨୬ରିଖ ଏବଂ କ୍ର.ନଂ.: ୫ ନିମନ୍ତେ ତା.୨୬.୦୨.୨୦୨୬ରିଖ ମଧ୍ୟାହ୍ନ ୧୨:୦୦ ଘଟିକାରୁ ଅପରାହ୍ନ ୫:୦୦ ଘଟିକା ମଧ୍ୟରେ (ପ୍ରତ୍ୟେକଙ୍କ ପାଇଁ ଅସୀମିତ ବର୍ଦ୍ଧିତ ୧୦ ମିନିଟ୍ ସମୟ ସହିତ), ଇ-ନିଲାମ ୱେବସାଇଟ୍ : https://baanknet.com: [233, 1322, 697, 1341]
cartoon-credit: © Dharitri: [294, 253, 330, 261]
carbike-story-block: [3, 1255, 225, 1472]
